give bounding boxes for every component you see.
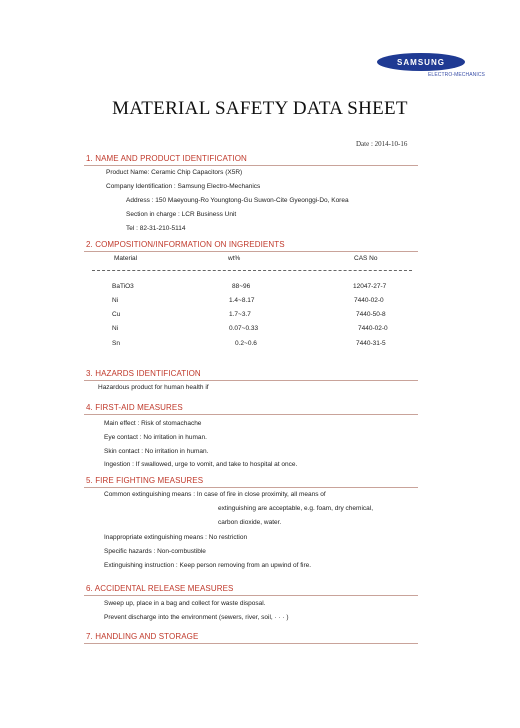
table-row-3-wt: 1.7~3.7 xyxy=(229,311,251,318)
product-name: Product Name: Ceramic Chip Capacitors (X5R) xyxy=(106,169,243,176)
table-header-cas: CAS No xyxy=(354,255,378,262)
section-3-heading: 3. HAZARDS IDENTIFICATION xyxy=(86,369,201,378)
sweep-up-instruction: Sweep up, place in a bag and collect for waste disposal. xyxy=(104,600,266,607)
section-7-rule xyxy=(84,643,418,644)
section-2-heading: 2. COMPOSITION/INFORMATION ON INGREDIENTS xyxy=(86,240,285,249)
common-extinguishing-means: Common extinguishing means : In case of fire in close proximity, all means of xyxy=(104,491,326,498)
table-row-1-material: BaTiO3 xyxy=(112,283,134,290)
common-extinguishing-means-cont-2: carbon dioxide, water. xyxy=(218,519,282,526)
table-row-1-cas: 12047-27-7 xyxy=(353,283,387,290)
table-row-4-cas: 7440-02-0 xyxy=(358,325,388,332)
skin-contact: Skin contact : No irritation in human. xyxy=(104,448,209,455)
document-title: MATERIAL SAFETY DATA SHEET xyxy=(112,98,408,119)
table-row-4-material: Ni xyxy=(112,325,119,332)
document-date: Date : 2014-10-16 xyxy=(356,140,408,148)
table-row-5-wt: 0.2~0.6 xyxy=(235,340,257,347)
company-identification: Company Identification : Samsung Electro-Mechanics xyxy=(106,183,261,190)
table-row-3-material: Cu xyxy=(112,311,121,318)
table-header-material: Material xyxy=(114,255,138,262)
extinguishing-instruction: Extinguishing instruction : Keep person removing from an upwind of fire. xyxy=(104,562,312,569)
table-row-1-wt: 88~96 xyxy=(232,283,251,290)
section-2-rule xyxy=(84,251,418,252)
ingestion: Ingestion : If swallowed, urge to vomit, and take to hospital at once. xyxy=(104,461,298,468)
section-3-rule xyxy=(84,380,418,381)
logo-wordmark: SAMSUNG xyxy=(397,58,445,67)
table-row-2-cas: 7440-02-0 xyxy=(354,297,384,304)
section-5-heading: 5. FIRE FIGHTING MEASURES xyxy=(86,476,204,485)
table-row-2-wt: 1.4~8.17 xyxy=(229,297,255,304)
section-5-rule xyxy=(84,487,418,488)
table-row-5-material: Sn xyxy=(112,340,120,347)
prevent-discharge-instruction: Prevent discharge into the environment (sewers, river, soil, · · · ) xyxy=(104,614,289,621)
company-tel: Tel : 82-31-210-5114 xyxy=(126,225,186,232)
common-extinguishing-means-cont: extinguishing are acceptable, e.g. foam, dry chemical, xyxy=(218,505,374,512)
section-7-heading: 7. HANDLING AND STORAGE xyxy=(86,632,199,641)
samsung-logo xyxy=(376,52,466,72)
table-row-4-wt: 0.07~0.33 xyxy=(229,325,259,332)
company-address: Address : 150 Maeyoung-Ro Youngtong-Gu Suwon-Cite Gyeonggi-Do, Korea xyxy=(126,197,349,204)
specific-hazards: Specific hazards : Non-combustible xyxy=(104,548,206,555)
section-in-charge: Section in charge : LCR Business Unit xyxy=(126,211,237,218)
inappropriate-extinguishing-means: Inappropriate extinguishing means : No restriction xyxy=(104,534,248,541)
section-6-rule xyxy=(84,595,418,596)
main-effect: Main effect : Risk of stomachache xyxy=(104,420,202,427)
table-row-3-cas: 7440-50-8 xyxy=(356,311,386,318)
hazard-statement: Hazardous product for human health if xyxy=(98,384,209,391)
section-4-rule xyxy=(84,414,418,415)
table-header-wt: wt% xyxy=(228,255,241,262)
section-1-rule xyxy=(84,165,418,166)
eye-contact: Eye contact : No irritation in human. xyxy=(104,434,207,441)
section-4-heading: 4. FIRST-AID MEASURES xyxy=(86,403,183,412)
section-6-heading: 6. ACCIDENTAL RELEASE MEASURES xyxy=(86,584,234,593)
logo-subtitle: ELECTRO-MECHANICS xyxy=(428,72,485,78)
table-row-2-material: Ni xyxy=(112,297,119,304)
table-divider xyxy=(92,270,412,271)
section-1-heading: 1. NAME AND PRODUCT IDENTIFICATION xyxy=(86,154,247,163)
table-row-5-cas: 7440-31-5 xyxy=(356,340,386,347)
